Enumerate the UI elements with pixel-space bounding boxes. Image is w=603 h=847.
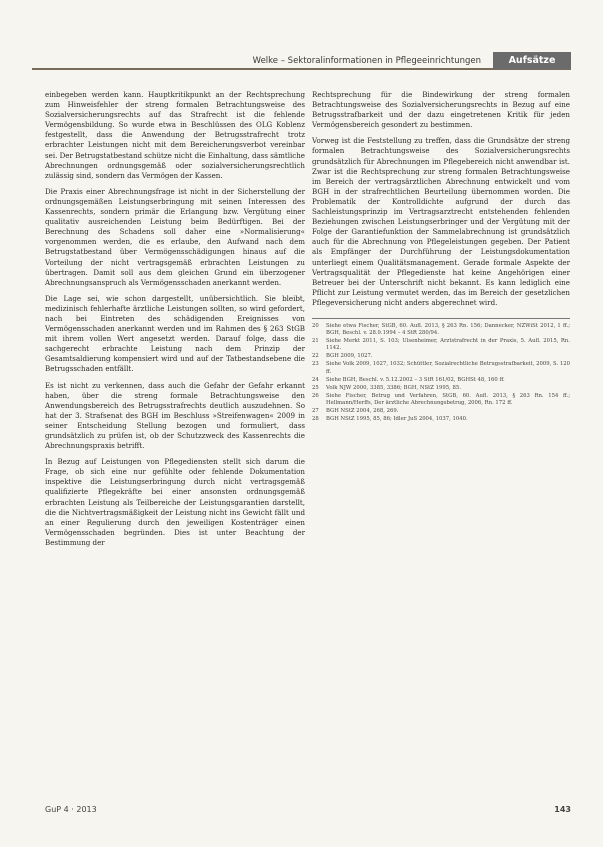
journal-issue: GuP 4 · 2013 (45, 805, 97, 814)
paragraph: Vorweg ist die Feststellung zu treffen, dass die Grundsätze der streng formalen Betrachtungsweise des Sozialversicherungsrechts grundsätzlich für Abrechnungen im Pflegebereich nicht anwendbar ist. Zwar ist die Rechtsprechung zur streng formalen Betrachtungsweise im Bereich der vertragsärztlichen Abrechnung entwickelt und vom BGH in der strafrechtlichen Beurteilung übernommen worden. Die Problematik der Kontrolldichte aufgrund der durch das Sachleistungsprinzip im Vertragsarztrecht entstehenden fehlenden Beziehungen zwischen Leistungserbringer und der Vergütung mit der Folge der Garantiefunktion der Sammelabrechnung ist grundsätzlich auch für die Abrechnung von Pflegeleistungen gegeben. Der Patient als Empfänger der Durchführung der Leistungsdokumentation unterliegt einem Qualitätsmanagement. Gerade formale Aspekte der Vertragsqualität der Pflegedienste hat keine Angehörigen einer Betreuer bei der Unterschrift nicht bekannt. Es kann lediglich eine Pflicht zur Leistung vermutet werden, das im Bereich der gesetzlichen Pflegeversicherung nicht anders abgerechnet wird. (312, 136, 570, 307)
page-number: 143 (554, 805, 571, 814)
right-column (312, 90, 570, 424)
footnote (312, 377, 570, 384)
footnote (312, 385, 570, 392)
footnote-number: 20 (312, 322, 319, 329)
paragraph: Rechtsprechung für die Bindewirkung der streng formalen Betrachtungsweise des Sozialversicherungsrechts in Bezug auf eine Betrugsstrafbarkeit und der dazu eingetretenen Kritik für jeden Vermögensbereich gesondert zu bestimmen. (312, 90, 570, 130)
paragraph: Die Lage sei, wie schon dargestellt, unübersichtlich. Sie bleibt, medizinisch fehlerhafte ärztliche Leistungen sollten, so wird gefordert, nach bei Eintreten des schädigenden Ereignisses von Vermögensschaden anerkannt werden und im Rahmen des § 263 StGB mit ihrem vollen Wert angesetzt werden. Darauf folge, dass die sachgerecht erbrachte Leistung nach dem Prinzip der Gesamtsaldierung kompensiert wird und auf der Tatbestandsebene die Betrugsschaden entfällt. (45, 293, 305, 374)
paragraph: In Bezug auf Leistungen von Pflegediensten stellt sich darum die Frage, ob sich eine nur gefühlte oder fehlende Dokumentation inspektive die Leistungserbringung durch nicht vertragsgemäß qualifizierte Pflegekräfte bei einer ansonsten ordnungsgemäß erbrachten Leistung als Teilbereiche der Leistungsgarantien darstellt, die die Nichtvertragsmäßigkeit der Leistung nicht ins Gewicht fällt und an einer Regulierung durch den jeweiligen Kostenträger einen Vermögensschaden begründen. Dies ist unter Beachtung der Bestimmung der (45, 457, 305, 547)
footnote-text: BGH NStZ 1995, 85, 86; Idler JuS 2004, 1037, 1040. (326, 416, 468, 423)
footnote (312, 416, 570, 423)
footnote-text: Volk NJW 2000, 3385, 3386; BGH, NStZ 1995, 85. (326, 384, 461, 391)
footnote-number: 28 (312, 416, 319, 423)
paragraph: einbegeben werden kann. Hauptkritikpunkt an der Rechtsprechung zum Hinweisfehler der streng formalen Betrachtungsweise des Sozialversicherungsrechts auf das Strafrecht ist die fehlende Vermögensbildung. So wurde etwa in Beschlüssen des OLG Koblenz festgestellt, dass die Anwendung der Betrugsstrafrecht trotz erbrachter Leistungen nicht mit dem Bereicherungsverbot vereinbar sei. Der Betrugstatbestand schütze nicht die Einhaltung, dass sämtliche Abrechnungen ordnungsgemäß oder sozialversicherungsrechtlich zulässig sind, sondern das Vermögen der Kassen. (45, 90, 305, 180)
footnote-number: 24 (312, 376, 319, 383)
footnote-number: 23 (312, 361, 319, 368)
paragraph: Die Praxis einer Abrechnungsfrage ist nicht in der Sicherstellung der ordnungsgemäßen Leistungserbringung mit seinen Interessen des Kassenrechts, sondern primär die Erlangung bzw. Vergütung einer qualitativ ausreichenden Leistung beim Bedürftigen. Bei der Berechnung des Schadens soll daher eine »Normalisierung« vorgenommen werden, die es erlaube, den Aufwand nach dem Betrugstatbestand über Vermögensschädigungen hinaus auf die Vorteilung der nicht vertragsgemäß erbrachten Leistungen zu übertragen. Damit soll aus dem gleichen Grund ein überzogener Abrechnungsanspruch als Vermögensschaden anerkannt werden. (45, 186, 305, 287)
section-tag: Aufsätze (493, 52, 571, 69)
footnote-number: 26 (312, 392, 319, 399)
footnote (312, 353, 570, 360)
footnote-text: BGH NStZ 2004, 268, 269. (326, 408, 399, 414)
footnote (312, 361, 570, 375)
left-column (45, 90, 305, 554)
footnote-text: Siehe Fischer, Betrug und Verfahren, StGB, 60. Aufl. 2013, § 263 Rn. 154 ff.; Hellmann/Herffs, Der ärztliche Abrechnungsbetrug, 2006, Rn. 172 ff. (326, 392, 570, 406)
paragraph: Es ist nicht zu verkennen, dass auch die Gefahr der Gefahr erkannt haben, über die streng formale Betrachtungsweise den Anwendungsbereich des Betrugsstrafrechts deutlich auszudehnen. So hat der 3. Strafsenat des BGH im Beschluss »Streifenwagen« 2009 in seiner Entscheidung Stellung bezogen und formuliert, dass grundsätzlich zu prüfen ist, ob der Schutzzweck des Kassenrechts die Abrechnungspraxis betrifft. (45, 380, 305, 451)
footnote-text: Siehe etwa Fischer, StGB, 60. Aufl. 2013, § 263 Rn. 156; Dannecker, NZWiSt 2012, 1 ff.; BGH, Beschl. v. 28.9.1994 – 4 StR 280/94. (326, 322, 570, 337)
footnote (312, 323, 570, 337)
page-footer (45, 805, 571, 817)
footnote (312, 408, 570, 415)
running-title: Welke – Sektoralinformationen in Pflegeeinrichtungen (252, 56, 481, 66)
footnote-text: BGH 2009, 1027. (326, 353, 373, 360)
footnote-text: Siehe BGH, Beschl. v. 5.12.2002 – 3 StR 161/02, BGHSt 48, 160 ff. (326, 376, 505, 383)
footnote-number: 22 (312, 353, 319, 360)
footnote-text: Siehe Volk 2009, 1027, 1032; Schüttler, Sozialrechtliche Betrugsstrafbarkeit, 2009, S. 120 ff. (326, 361, 570, 375)
footnotes (312, 318, 570, 423)
footnote-text: Siehe Merkt 2011, S. 103; Ulsenheimer, Arztstrafrecht in der Praxis, 5. Aufl. 2015, Rn. 1142. (326, 338, 570, 352)
footnote-number: 27 (312, 408, 319, 414)
footnote-number: 25 (312, 384, 319, 391)
footnote (312, 338, 570, 352)
footnote-number: 21 (312, 338, 319, 345)
footnote (312, 393, 570, 407)
running-header (32, 54, 571, 70)
